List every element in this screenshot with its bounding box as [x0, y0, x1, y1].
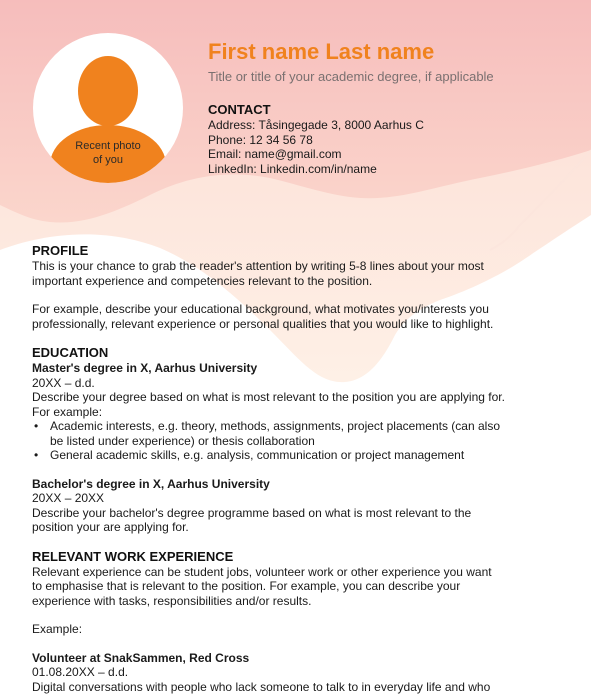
work-heading: RELEVANT WORK EXPERIENCE	[32, 548, 234, 564]
bachelors-desc-line2: position your are applying for.	[32, 520, 189, 534]
job-title[interactable]: Volunteer at SnakSammen, Red Cross	[32, 650, 250, 665]
profile-p1-line1: This is your chance to grab the reader's attention by writing 5-8 lines about your most	[32, 259, 484, 273]
contact-linkedin[interactable]: LinkedIn: Linkedin.com/in/name	[208, 161, 377, 176]
bachelors-desc[interactable]	[32, 506, 562, 535]
work-intro-line2: to emphasise that is relevant to the position. For example, you can describe your	[32, 579, 461, 593]
bachelors-title[interactable]: Bachelor's degree in X, Aarhus University	[32, 476, 270, 491]
masters-desc-1[interactable]: Describe your degree based on what is most relevant to the position you are applying for.	[32, 390, 505, 404]
photo-label	[33, 139, 183, 167]
masters-bullet-list	[32, 419, 562, 463]
profile-paragraph-2[interactable]	[32, 302, 562, 331]
masters-bullet-1[interactable]	[32, 419, 562, 448]
profile-heading: PROFILE	[32, 243, 89, 258]
photo-label-line2: of you	[93, 154, 123, 166]
bachelors-desc-line1: Describe your bachelor's degree programme based on what is most relevant to the	[32, 505, 472, 520]
subtitle[interactable]: Title or title of your academic degree, if applicable	[208, 69, 494, 84]
job-desc[interactable]: Digital conversations with people who lack someone to talk to in everyday life and who	[32, 679, 491, 694]
work-intro-line1: Relevant experience can be student jobs, volunteer work or other experience you want	[32, 564, 492, 579]
education-heading: EDUCATION	[32, 345, 109, 360]
masters-desc-2[interactable]: For example:	[32, 404, 103, 419]
masters-bullet-2[interactable]: • General academic skills, e.g. analysis, communication or project management	[32, 448, 562, 463]
profile-paragraph-1[interactable]	[32, 259, 562, 288]
photo-label-line1: Recent photo	[75, 140, 141, 152]
contact-phone[interactable]: Phone: 12 34 56 78	[208, 132, 313, 147]
full-name[interactable]: First name Last name	[208, 39, 435, 64]
contact-email[interactable]: Email: name@gmail.com	[208, 147, 342, 161]
profile-p2-line2: professionally, relevant experience or personal qualities that you would like to highlight.	[32, 316, 494, 331]
profile-p1-line2: important experience and competencies relevant to the position.	[32, 273, 373, 288]
contact-address[interactable]: Address: Tåsingegade 3, 8000 Aarhus C	[208, 118, 424, 132]
work-intro-line3: experience with tasks, responsibilities and/or results.	[32, 593, 312, 608]
cv-content	[32, 243, 562, 694]
profile-photo-placeholder[interactable]	[33, 33, 183, 183]
header	[208, 37, 494, 176]
masters-dates[interactable]: 20XX – d.d.	[32, 375, 95, 390]
profile-p2-line1: For example, describe your educational background, what motivates you/interests you	[32, 302, 489, 316]
masters-title[interactable]: Master's degree in X, Aarhus University	[32, 361, 258, 375]
example-label[interactable]: Example:	[32, 622, 83, 636]
masters-bullet-1-line2: be listed under experience) or thesis collaboration	[50, 433, 315, 448]
contact-heading: CONTACT	[208, 102, 271, 117]
work-intro[interactable]	[32, 565, 562, 609]
masters-bullet-1-line1: Academic interests, e.g. theory, methods, assignments, project placements (can also	[50, 419, 500, 433]
bachelors-dates[interactable]: 20XX – 20XX	[32, 491, 105, 505]
job-dates[interactable]: 01.08.20XX – d.d.	[32, 665, 129, 679]
